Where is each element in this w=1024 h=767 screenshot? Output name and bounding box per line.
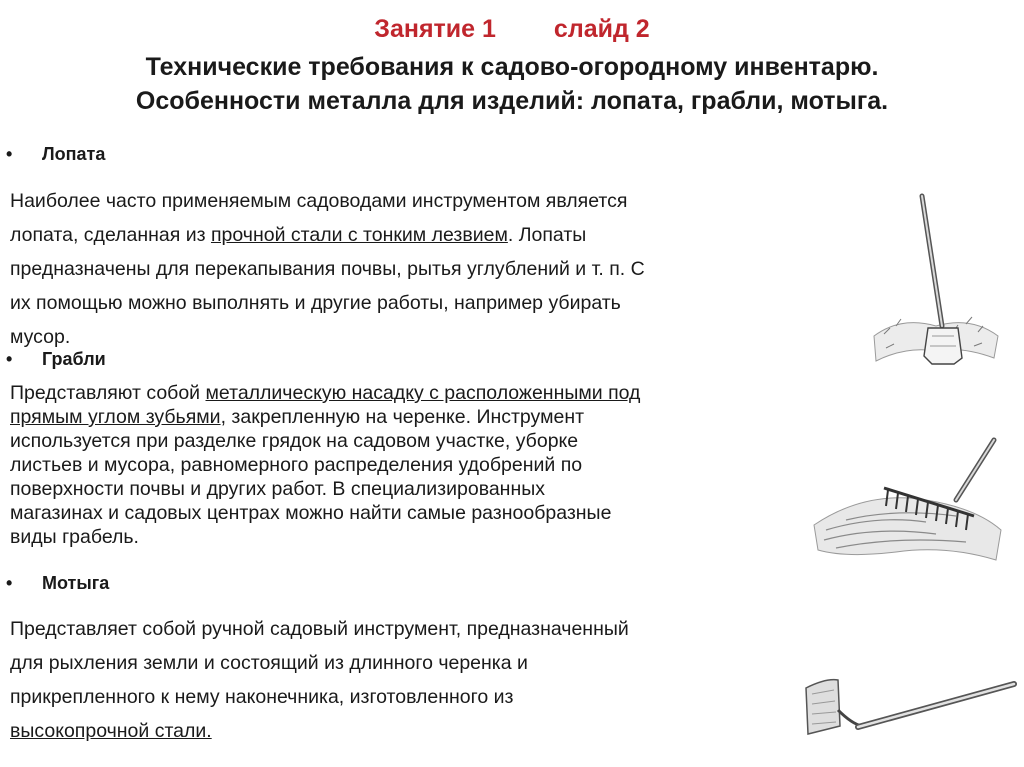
text-run: магазинах и садовых центрах можно найти самые разнообразные <box>10 502 612 524</box>
text-run: лопата, сделанная из <box>10 224 211 246</box>
rake-illustration <box>806 430 1006 580</box>
text-line <box>10 612 810 646</box>
shovel-illustration <box>866 186 1006 386</box>
heading-text: Лопата <box>42 144 106 164</box>
text-run: листьев и мусора, равномерного распределения удобрений по <box>10 454 583 476</box>
text-run: используется при разделке грядок на садовом участке, уборке <box>10 430 579 452</box>
text-run: Представляют собой <box>10 382 206 404</box>
text-line <box>10 218 813 252</box>
text-line <box>10 477 810 501</box>
text-line <box>10 381 810 405</box>
shovel-description <box>10 184 813 354</box>
text-line <box>10 286 813 320</box>
lesson-label <box>0 12 1024 46</box>
text-run: предназначены для перекапывания почвы, рытья углублений и т. п. С <box>10 258 645 280</box>
bullet-marker: • <box>6 573 13 593</box>
hoe-description <box>10 612 810 748</box>
text-line <box>10 453 810 477</box>
text-run: мусор. <box>10 326 71 348</box>
page-title <box>0 50 1024 118</box>
text-run: , закрепленную на черенке. Инструмент <box>220 406 585 428</box>
underlined-phrase: металлическую насадку с расположенными под <box>205 382 641 404</box>
text-line <box>10 646 810 680</box>
text-run: Представляет собой ручной садовый инструмент, предназначенный <box>10 618 629 640</box>
title-line-2: Особенности металла для изделий: лопата, грабли, мотыга. <box>135 87 889 115</box>
text-run: поверхности почвы и других работ. В специализированных <box>10 478 545 500</box>
heading-text: Грабли <box>42 349 106 369</box>
text-run: Наиболее часто применяемым садоводами инструментом является <box>10 190 628 212</box>
slide-number: слайд 2 <box>553 15 650 43</box>
text-run: прикрепленного к нему наконечника, изготовленного из <box>10 686 514 708</box>
text-run: виды грабель. <box>10 526 139 548</box>
section-heading-rake <box>6 349 106 370</box>
bullet-marker: • <box>6 349 13 369</box>
text-line <box>10 320 813 354</box>
text-run: их помощью можно выполнять и другие работы, например убирать <box>10 292 621 314</box>
text-line <box>10 525 810 549</box>
slide-header <box>0 12 1024 118</box>
text-line <box>10 252 813 286</box>
underlined-phrase: прямым углом зубьями <box>10 406 221 428</box>
text-line <box>10 429 810 453</box>
text-line <box>10 405 810 429</box>
underlined-phrase: высокопрочной стали. <box>10 720 212 742</box>
title-line-1: Технические требования к садово-огородному инвентарю. <box>145 53 879 81</box>
text-line <box>10 714 810 748</box>
text-run: . Лопаты <box>507 224 587 246</box>
underlined-phrase: прочной стали с тонким лезвием <box>210 224 508 246</box>
section-heading-hoe <box>6 573 109 594</box>
section-heading-shovel <box>6 144 105 165</box>
bullet-marker: • <box>6 144 13 164</box>
text-line <box>10 680 810 714</box>
text-run: для рыхления земли и состоящий из длинного черенка и <box>10 652 528 674</box>
hoe-illustration <box>800 664 1022 759</box>
rake-description <box>10 381 810 549</box>
lesson-number: Занятие 1 <box>374 15 496 43</box>
text-line <box>10 501 810 525</box>
heading-text: Мотыга <box>42 573 110 593</box>
text-line <box>10 184 813 218</box>
